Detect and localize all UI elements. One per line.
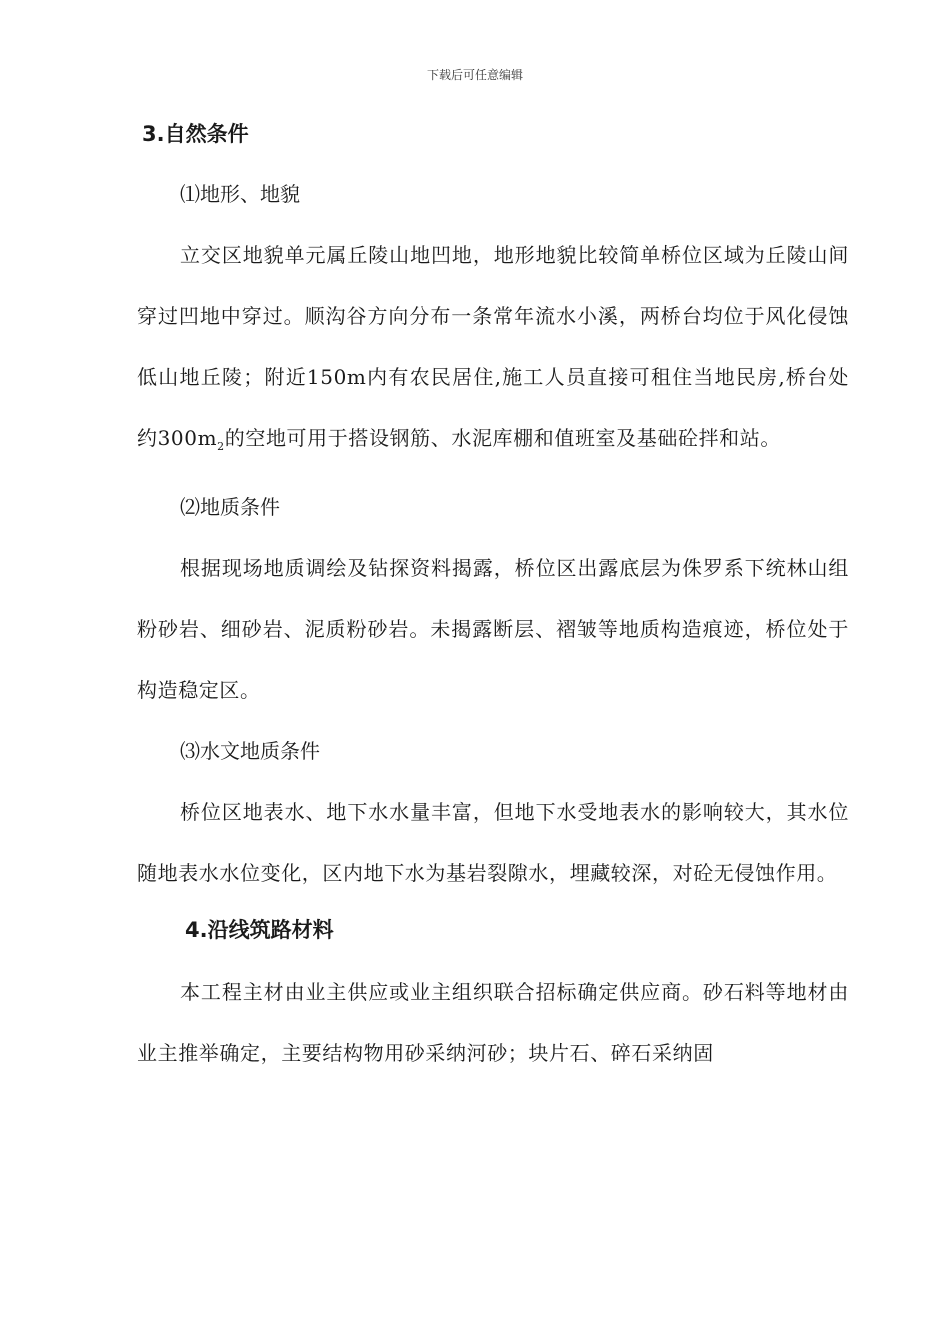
section-4-text: 本工程主材由业主供应或业主组织联合招标确定供应商。砂石料等地材由业主推举确定，主要结构物用砂采纳河砂；块片石、碎石采纳固 <box>137 980 849 1065</box>
document-body <box>137 110 849 1084</box>
subsection-1-text-main: 立交区地貌单元属丘陵山地凹地，地形地貌比较简单桥位区域为丘陵山间穿过凹地中穿过。顺沟谷方向分布一条常年流水小溪，两桥台均位于风化侵蚀低山地丘陵；附近150m内有农民居住,施工人员直接可租住当地民房,桥台处约300m <box>137 243 849 450</box>
area-unit-subscript: 2 <box>217 440 225 453</box>
subsection-1-text <box>137 225 849 477</box>
subsection-3-text: 桥位区地表水、地下水水量丰富，但地下水受地表水的影响较大，其水位随地表水水位变化，区内地下水为基岩裂隙水，埋藏较深，对砼无侵蚀作用。 <box>137 800 849 885</box>
subsection-1-text-tail: 的空地可用于搭设钢筋、水泥库棚和值班室及基础砼拌和站。 <box>224 426 781 450</box>
subsection-2-text: 根据现场地质调绘及钻探资料揭露，桥位区出露底层为侏罗系下统林山组粉砂岩、细砂岩、泥质粉砂岩。未揭露断层、褶皱等地质构造痕迹，桥位处于构造稳定区。 <box>137 556 849 702</box>
subsection-2-title: ⑵地质条件 <box>180 495 280 519</box>
section-4-title: 4.沿线筑路材料 <box>185 918 334 942</box>
section-3-title: 3.自然条件 <box>142 122 249 146</box>
page-header: 下载后可任意编辑 <box>426 68 523 82</box>
subsection-1-title: ⑴地形、地貌 <box>180 182 300 206</box>
subsection-3-title: ⑶水文地质条件 <box>180 739 320 763</box>
